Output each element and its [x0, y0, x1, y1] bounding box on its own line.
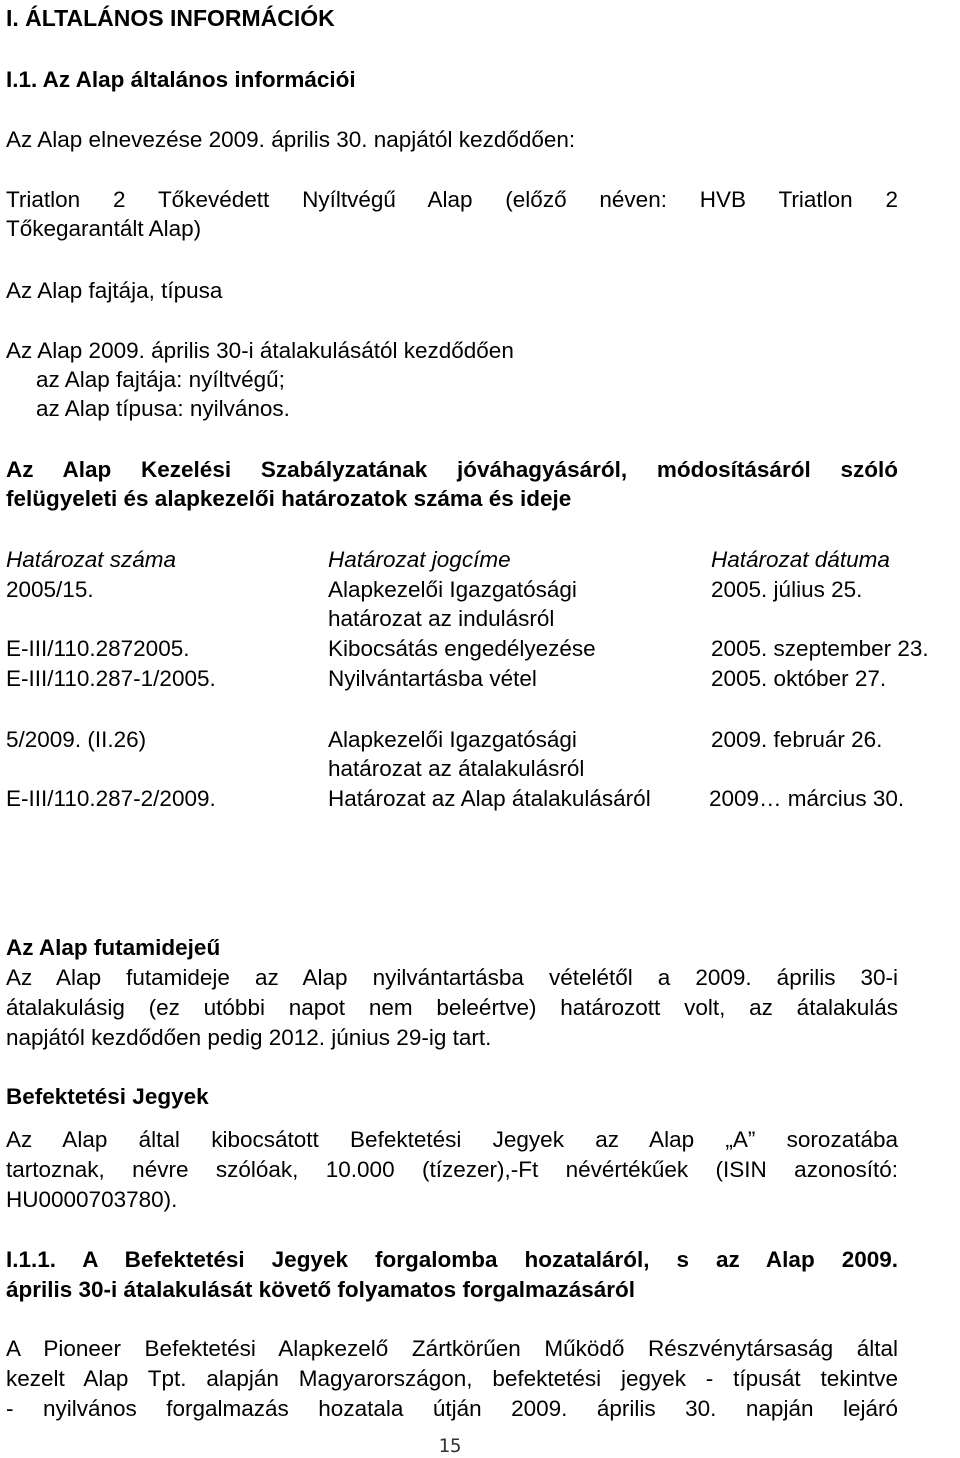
- table-cell-title: Alapkezelői Igazgatósági: [328, 577, 577, 602]
- units-heading: Befektetési Jegyek: [6, 1084, 209, 1109]
- table-header: Határozat száma: [6, 547, 177, 572]
- table-cell-title: Határozat az Alap átalakulásáról: [328, 786, 651, 811]
- issue-heading: április 30-i átalakulását követő folyamatos forgalmazásáról: [6, 1277, 636, 1302]
- term-heading: Az Alap futamidejeű: [6, 935, 221, 960]
- fund-name-line: Tőkegarantált Alap): [6, 216, 202, 241]
- issue-paragraph-line: A Pioneer Befektetési Alapkezelő Zártkörűen Működő Részvénytársaság által: [6, 1336, 898, 1361]
- table-cell-date: 2005. július 25.: [711, 577, 863, 602]
- resolutions-heading: Az Alap Kezelési Szabályzatának jóváhagyásáról, módosításáról szóló: [6, 457, 898, 482]
- section-title: I. ÁLTALÁNOS INFORMÁCIÓK: [6, 5, 335, 31]
- table-header: Határozat jogcíme: [328, 547, 511, 572]
- table-cell-number: 2005/15.: [6, 577, 94, 602]
- table-cell-number: E-III/110.287-2/2009.: [6, 786, 216, 811]
- table-cell-number: E-III/110.2872005.: [6, 636, 190, 661]
- units-paragraph-line: HU0000703780).: [6, 1187, 178, 1212]
- term-paragraph-line: Az Alap futamideje az Alap nyilvántartásba vételétől a 2009. április 30-i: [6, 965, 898, 990]
- resolutions-heading: felügyeleti és alapkezelői határozatok száma és ideje: [6, 486, 572, 511]
- name-intro: Az Alap elnevezése 2009. április 30. napjától kezdődően:: [6, 127, 576, 152]
- table-cell-date: 2005. október 27.: [711, 666, 887, 691]
- fund-name-line: Triatlon 2 Tőkevédett Nyíltvégű Alap (előző néven: HVB Triatlon 2: [6, 187, 898, 212]
- subsection-title: I.1. Az Alap általános információi: [6, 67, 356, 92]
- type-line: az Alap típusa: nyilvános.: [36, 396, 290, 421]
- type-line: az Alap fajtája: nyíltvégű;: [36, 367, 285, 392]
- table-cell-title: Kibocsátás engedélyezése: [328, 636, 596, 661]
- term-paragraph-line: átalakulásig (ez utóbbi napot nem beleértve) határozott volt, az átalakulás: [6, 995, 898, 1020]
- units-paragraph-line: tartoznak, névre szólóak, 10.000 (tízezer),-Ft névértékűek (ISIN azonosító:: [6, 1157, 898, 1182]
- issue-paragraph-line: - nyilvános forgalmazás hozatala útján 2009. április 30. napján lejáró: [6, 1396, 898, 1421]
- table-cell-title: Nyilvántartásba vétel: [328, 666, 537, 691]
- table-cell-title: határozat az átalakulásról: [328, 756, 585, 781]
- table-header: Határozat dátuma: [711, 547, 890, 572]
- table-cell-date: 2005. szeptember 23.: [711, 636, 929, 661]
- table-cell-date: 2009. február 26.: [711, 727, 883, 752]
- units-paragraph-line: Az Alap által kibocsátott Befektetési Jegyek az Alap „A” sorozatába: [6, 1127, 898, 1152]
- table-cell-title: Alapkezelői Igazgatósági: [328, 727, 577, 752]
- type-heading: Az Alap fajtája, típusa: [6, 278, 223, 303]
- table-cell-number: 5/2009. (II.26): [6, 727, 147, 752]
- table-cell-date: 2009… március 30.: [709, 786, 905, 811]
- page-number: 15: [438, 1435, 462, 1457]
- type-line: Az Alap 2009. április 30-i átalakulásától kezdődően: [6, 338, 514, 363]
- table-cell-title: határozat az indulásról: [328, 606, 555, 631]
- term-paragraph-line: napjától kezdődően pedig 2012. június 29-ig tart.: [6, 1025, 492, 1050]
- issue-heading: I.1.1. A Befektetési Jegyek forgalomba hozataláról, s az Alap 2009.: [6, 1247, 898, 1272]
- table-cell-number: E-III/110.287-1/2005.: [6, 666, 216, 691]
- issue-paragraph-line: kezelt Alap Tpt. alapján Magyarországon, befektetési jegyek - típusát tekintve: [6, 1366, 898, 1391]
